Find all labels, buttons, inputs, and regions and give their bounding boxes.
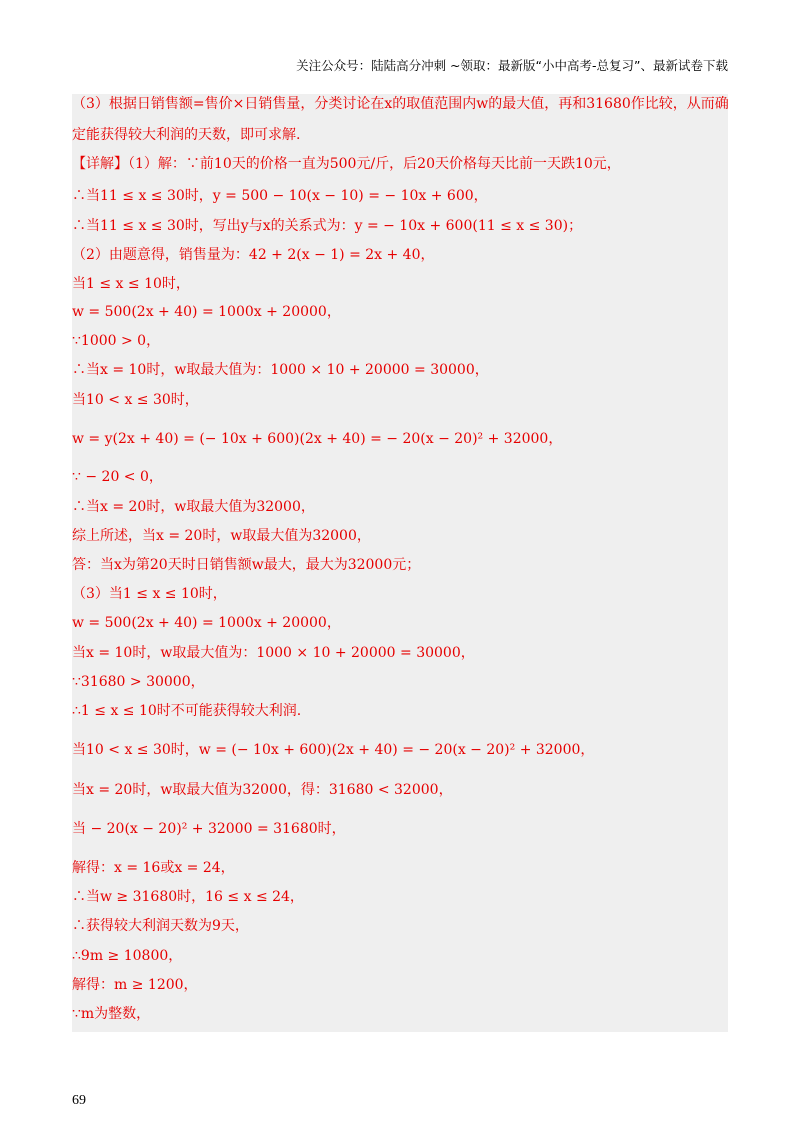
solution-line: 当x = 20时，w取最大值为32000，得：31680 < 32000，	[72, 782, 453, 798]
solution-block	[72, 94, 728, 1032]
solution-line: 当1 ≤ x ≤ 10时，	[72, 276, 190, 292]
solution-line: ∵m为整数，	[72, 1006, 151, 1022]
solution-line: （3）当1 ≤ x ≤ 10时，	[72, 586, 227, 602]
solution-line: ∴当11 ≤ x ≤ 30时，y = 500 − 10(x − 10) = − 10x + 600，	[72, 188, 488, 204]
solution-line: ∵ − 20 < 0，	[72, 469, 163, 485]
solution-line: 答：当x为第20天时日销售额w最大，最大为32000元；	[72, 557, 421, 573]
solution-line: 【详解】（1）解：∵前10天的价格一直为500元/斤，后20天价格每天比前一天跌10元，	[72, 156, 621, 172]
page-number: 69	[72, 1093, 86, 1108]
solution-line: ∵31680 > 30000，	[72, 674, 205, 690]
solution-line: 解得：m ≥ 1200，	[72, 977, 198, 993]
solution-line: （3）根据日销售额=售价×日销售量，分类讨论在x的取值范围内w的最大值，再和31680作比较，从而确	[72, 96, 729, 112]
solution-line: 定能获得较大利润的天数，即可求解.	[72, 127, 301, 143]
solution-line: 当 − 20(x − 20)² + 32000 = 31680时，	[72, 821, 346, 837]
solution-line: ∴当x = 20时，w取最大值为32000，	[72, 499, 315, 515]
solution-line: w = 500(2x + 40) = 1000x + 20000，	[72, 615, 341, 631]
page-header: 关注公众号：陆陆高分冲刺 ~领取：最新版“小中高考-总复习”、最新试卷下载	[296, 58, 728, 73]
solution-line: 当10 < x ≤ 30时，	[72, 392, 199, 408]
solution-line: 当10 < x ≤ 30时，w = (− 10x + 600)(2x + 40) = − 20(x − 20)² + 32000，	[72, 742, 595, 758]
solution-line: ∴当w ≥ 31680时，16 ≤ x ≤ 24，	[72, 889, 304, 905]
solution-line: w = 500(2x + 40) = 1000x + 20000，	[72, 304, 341, 320]
solution-line: （2）由题意得，销售量为：42 + 2(x − 1) = 2x + 40，	[72, 247, 435, 263]
solution-line: ∴当11 ≤ x ≤ 30时，写出y与x的关系式为：y = − 10x + 600(11 ≤ x ≤ 30)；	[72, 218, 583, 234]
solution-line: ∴当x = 10时，w取最大值为：1000 × 10 + 20000 = 30000，	[72, 362, 489, 378]
solution-line: ∵1000 > 0，	[72, 333, 161, 349]
solution-line: 当x = 10时，w取最大值为：1000 × 10 + 20000 = 30000，	[72, 645, 475, 661]
solution-line: ∴1 ≤ x ≤ 10时不可能获得较大利润.	[72, 703, 302, 719]
solution-line: w = y(2x + 40) = (− 10x + 600)(2x + 40) = − 20(x − 20)² + 32000，	[72, 431, 563, 447]
solution-line: 综上所述，当x = 20时，w取最大值为32000，	[72, 528, 371, 544]
solution-line: ∴获得较大利润天数为9天，	[72, 918, 249, 934]
solution-line: 解得：x = 16或x = 24，	[72, 860, 235, 876]
solution-line: ∴9m ≥ 10800，	[72, 948, 183, 964]
